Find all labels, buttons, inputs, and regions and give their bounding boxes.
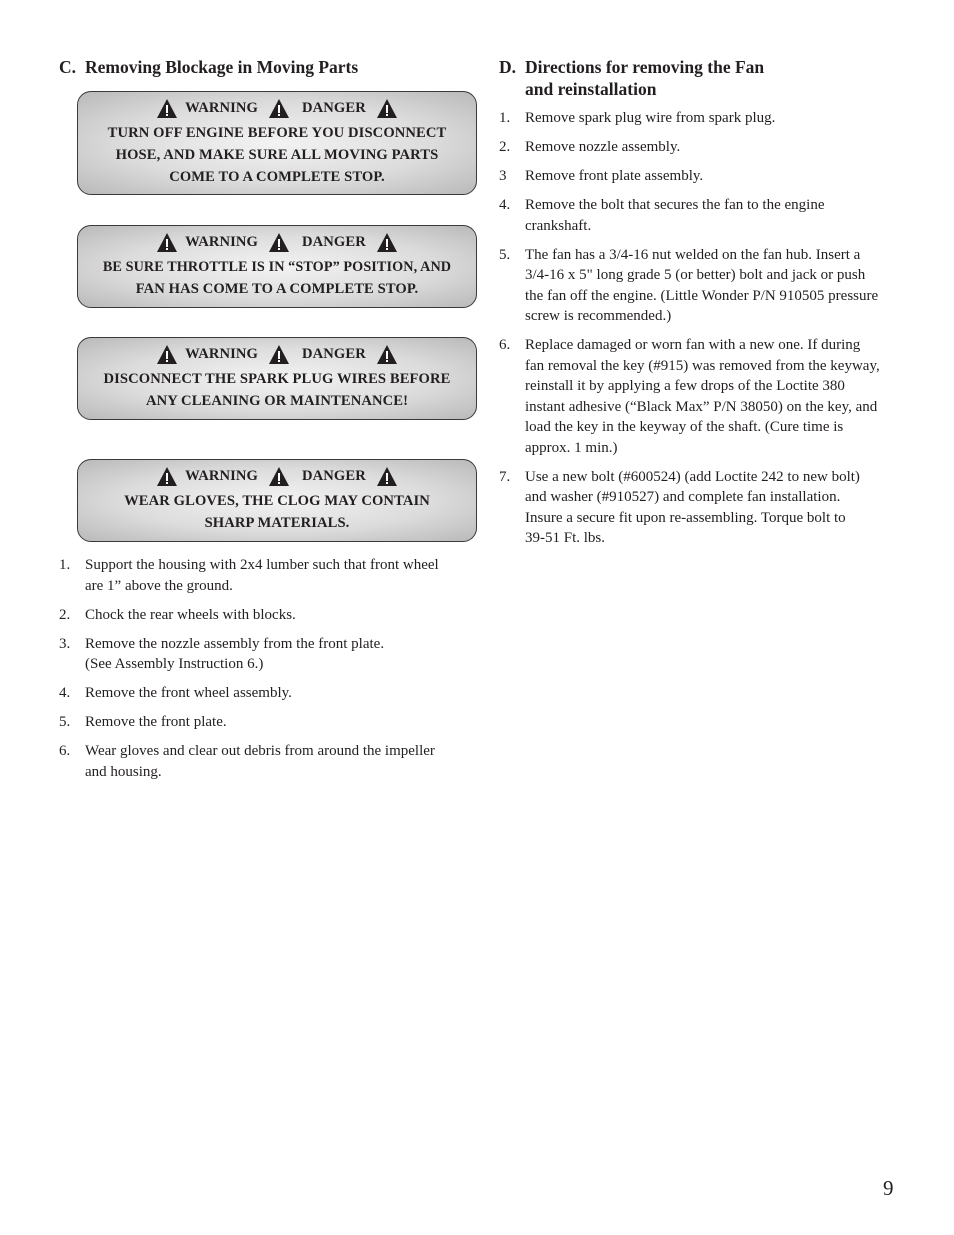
list-item bbox=[499, 137, 919, 158]
danger-label: DANGER bbox=[302, 468, 366, 484]
list-item bbox=[59, 555, 479, 596]
step-text-line: Insure a secure fit upon re-assembling. Torque bolt to bbox=[525, 509, 846, 526]
step-number: 7. bbox=[499, 468, 511, 485]
warning-triangle-icon bbox=[156, 344, 178, 365]
warning-box-1 bbox=[77, 91, 477, 195]
step-number: 1. bbox=[59, 557, 71, 573]
warning-box-4 bbox=[77, 459, 477, 542]
warning-header bbox=[78, 342, 476, 366]
list-item bbox=[59, 605, 479, 626]
warning-text-line: TURN OFF ENGINE BEFORE YOU DISCONNECT bbox=[107, 125, 447, 141]
warning-header bbox=[78, 230, 476, 254]
warning-text-line: COME TO A COMPLETE STOP. bbox=[169, 169, 385, 185]
warning-text-line: FAN HAS COME TO A COMPLETE STOP. bbox=[135, 281, 419, 297]
step-number: 3 bbox=[499, 168, 507, 184]
section-c-steps bbox=[59, 555, 479, 791]
step-number: 5. bbox=[499, 246, 511, 263]
section-c-heading bbox=[59, 56, 479, 78]
step-number: 6. bbox=[59, 743, 71, 759]
step-text-line: screw is recommended.) bbox=[525, 308, 672, 324]
section-d-title-line: and reinstallation bbox=[525, 79, 657, 99]
step-number: 2. bbox=[59, 606, 71, 623]
warning-text-line: BE SURE THROTTLE IS IN “STOP” POSITION, AND bbox=[102, 259, 452, 275]
warning-triangle-icon bbox=[156, 232, 178, 253]
step-text-line: Support the housing with 2x4 lumber such that front wheel bbox=[85, 557, 439, 573]
list-item bbox=[59, 741, 479, 782]
step-number: 3. bbox=[59, 635, 71, 652]
step-number: 2. bbox=[499, 139, 511, 155]
page-number: 9 bbox=[883, 1176, 894, 1200]
warning-triangle-icon bbox=[268, 344, 290, 365]
warning-label: WARNING bbox=[185, 468, 259, 484]
warning-text-line: HOSE, AND MAKE SURE ALL MOVING PARTS bbox=[115, 147, 439, 163]
step-number: 6. bbox=[499, 337, 511, 353]
danger-label: DANGER bbox=[302, 234, 366, 250]
danger-label: DANGER bbox=[302, 100, 366, 116]
step-text-line: Remove spark plug wire from spark plug. bbox=[525, 110, 776, 126]
list-item bbox=[499, 195, 919, 236]
warning-triangle-icon bbox=[156, 466, 178, 487]
step-text-line: Remove the nozzle assembly from the front plate. bbox=[85, 635, 385, 652]
warning-triangle-icon bbox=[268, 232, 290, 253]
step-text-line: and washer (#910527) and complete fan installation. bbox=[525, 489, 841, 505]
step-text-line: are 1” above the ground. bbox=[85, 577, 233, 594]
section-d-steps bbox=[499, 108, 919, 557]
danger-label: DANGER bbox=[302, 346, 366, 362]
step-text-line: The fan has a 3/4-16 nut welded on the fan hub. Insert a bbox=[525, 246, 861, 263]
list-item bbox=[59, 712, 479, 733]
warning-triangle-icon bbox=[376, 466, 398, 487]
step-number: 1. bbox=[499, 110, 511, 126]
step-text-line: Chock the rear wheels with blocks. bbox=[85, 606, 296, 623]
warning-label: WARNING bbox=[185, 346, 259, 362]
list-item bbox=[499, 108, 919, 129]
step-number: 5. bbox=[59, 714, 71, 730]
step-text-line: load the key in the keyway of the shaft. (Cure time is bbox=[525, 419, 844, 435]
list-item bbox=[59, 634, 479, 675]
step-text-line: Use a new bolt (#600524) (add Loctite 242 to new bolt) bbox=[525, 468, 860, 485]
warning-box-3 bbox=[77, 337, 477, 420]
step-text-line: Remove front plate assembly. bbox=[525, 168, 704, 184]
warning-triangle-icon bbox=[268, 466, 290, 487]
list-item bbox=[499, 245, 919, 327]
step-text-line: instant adhesive (“Black Max” P/N 38050) on the key, and bbox=[525, 398, 878, 415]
step-number: 4. bbox=[499, 197, 511, 213]
list-item bbox=[59, 683, 479, 704]
list-item bbox=[499, 335, 919, 458]
warning-text-line: ANY CLEANING OR MAINTENANCE! bbox=[145, 393, 409, 409]
warning-label: WARNING bbox=[185, 234, 259, 250]
step-text-line: Remove nozzle assembly. bbox=[525, 139, 681, 155]
step-text-line: Remove the bolt that secures the fan to the engine bbox=[525, 197, 825, 213]
step-text-line: fan removal the key (#915) was removed from the keyway, bbox=[525, 357, 880, 374]
warning-triangle-icon bbox=[376, 344, 398, 365]
step-text-line: Replace damaged or worn fan with a new one. If during bbox=[525, 337, 861, 353]
step-text-line: Remove the front wheel assembly. bbox=[85, 685, 292, 701]
warning-label: WARNING bbox=[185, 100, 259, 116]
step-text-line: Remove the front plate. bbox=[85, 714, 227, 730]
section-c-letter: C. bbox=[59, 57, 77, 77]
step-text-line: approx. 1 min.) bbox=[525, 439, 618, 456]
list-item bbox=[499, 166, 919, 187]
step-text-line: 39-51 Ft. lbs. bbox=[525, 530, 606, 546]
section-d-letter: D. bbox=[499, 57, 517, 77]
warning-text-line: WEAR GLOVES, THE CLOG MAY CONTAIN bbox=[124, 493, 430, 509]
step-text-line: crankshaft. bbox=[525, 217, 592, 234]
list-item bbox=[499, 467, 919, 549]
step-text-line: the fan off the engine. (Little Wonder P/N 910505 pressure bbox=[525, 287, 879, 304]
step-text-line: reinstall it by applying a few drops of the Loctite 380 bbox=[525, 378, 845, 394]
warning-text-line: DISCONNECT THE SPARK PLUG WIRES BEFORE bbox=[103, 371, 451, 387]
step-text-line: (See Assembly Instruction 6.) bbox=[85, 656, 264, 672]
section-d-title-line: Directions for removing the Fan bbox=[525, 57, 765, 77]
section-d-heading bbox=[499, 56, 919, 100]
warning-box-2 bbox=[77, 225, 477, 308]
warning-header bbox=[78, 96, 476, 120]
step-text-line: Wear gloves and clear out debris from around the impeller bbox=[85, 743, 435, 759]
warning-triangle-icon bbox=[156, 98, 178, 119]
warning-triangle-icon bbox=[268, 98, 290, 119]
step-text-line: and housing. bbox=[85, 763, 162, 780]
section-c-title: Removing Blockage in Moving Parts bbox=[85, 57, 359, 77]
step-number: 4. bbox=[59, 685, 71, 701]
warning-text-line: SHARP MATERIALS. bbox=[204, 515, 350, 531]
warning-header bbox=[78, 464, 476, 488]
warning-triangle-icon bbox=[376, 232, 398, 253]
step-text-line: 3/4-16 x 5" long grade 5 (or better) bolt and jack or push bbox=[525, 267, 866, 283]
warning-triangle-icon bbox=[376, 98, 398, 119]
